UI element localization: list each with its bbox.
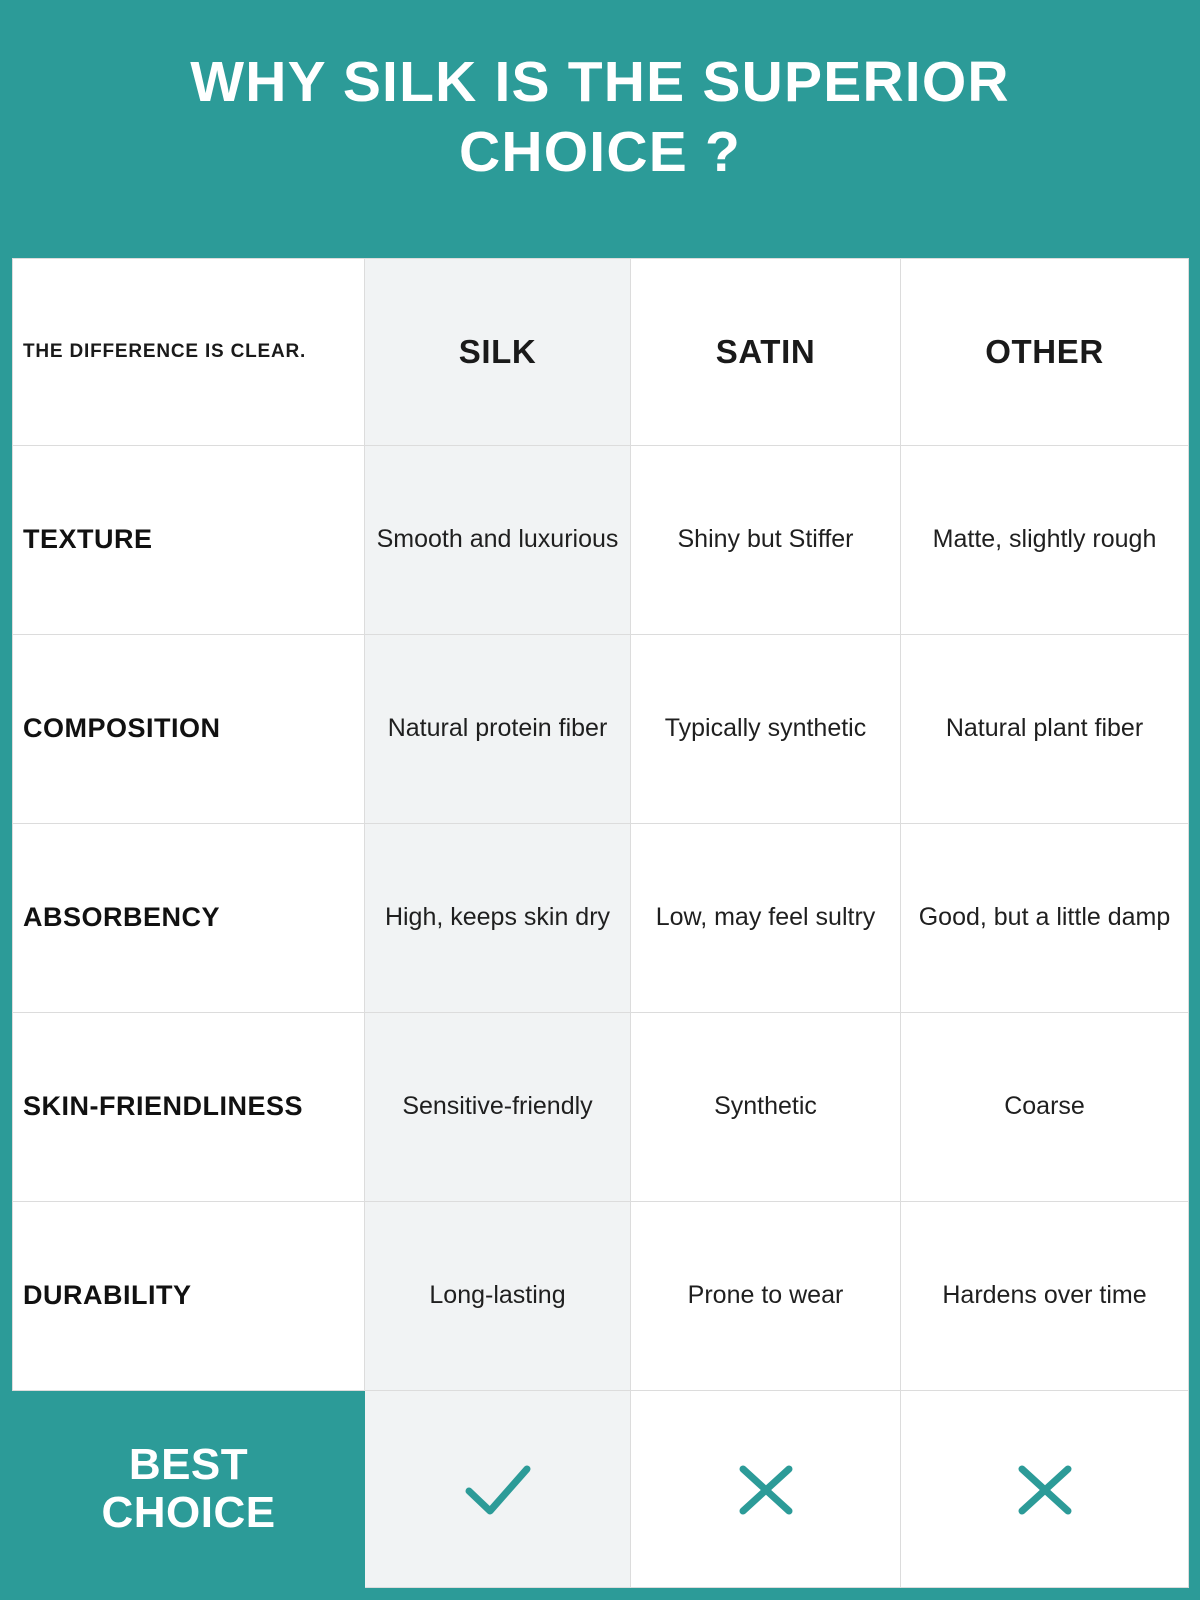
cell-skin-friendliness-satin: Synthetic	[631, 1012, 901, 1201]
cell-composition-satin: Typically synthetic	[631, 634, 901, 823]
table-row	[13, 634, 1189, 823]
check-icon	[455, 1453, 541, 1525]
cell-absorbency-other: Good, but a little damp	[901, 823, 1189, 1012]
row-label-absorbency: ABSORBENCY	[13, 823, 365, 1012]
cell-skin-friendliness-silk: Sensitive-friendly	[365, 1012, 631, 1201]
corner-note: THE DIFFERENCE IS CLEAR.	[13, 259, 365, 446]
cell-skin-friendliness-other: Coarse	[901, 1012, 1189, 1201]
cell-texture-silk: Smooth and luxurious	[365, 445, 631, 634]
table-row	[13, 1201, 1189, 1390]
verdict-satin	[631, 1390, 901, 1587]
row-label-skin-friendliness: SKIN-FRIENDLINESS	[13, 1012, 365, 1201]
comparison-table	[12, 258, 1189, 1588]
best-choice-label: BEST CHOICE	[101, 1439, 276, 1537]
column-header-satin: SATIN	[631, 259, 901, 446]
cell-texture-other: Matte, slightly rough	[901, 445, 1189, 634]
cross-icon	[723, 1453, 809, 1525]
verdict-silk	[365, 1390, 631, 1587]
table-row	[13, 445, 1189, 634]
cell-durability-other: Hardens over time	[901, 1201, 1189, 1390]
comparison-table-container	[12, 258, 1188, 1588]
row-label-durability: DURABILITY	[13, 1201, 365, 1390]
page-title: WHY SILK IS THE SUPERIOR CHOICE ?	[190, 50, 1010, 184]
column-header-other: OTHER	[901, 259, 1189, 446]
header	[0, 0, 1200, 258]
cell-composition-silk: Natural protein fiber	[365, 634, 631, 823]
row-label-texture: TEXTURE	[13, 445, 365, 634]
cell-composition-other: Natural plant fiber	[901, 634, 1189, 823]
table-header-row	[13, 259, 1189, 446]
cell-durability-satin: Prone to wear	[631, 1201, 901, 1390]
column-header-silk: SILK	[365, 259, 631, 446]
table-footer-row	[13, 1390, 1189, 1587]
table-row	[13, 1012, 1189, 1201]
row-label-composition: COMPOSITION	[13, 634, 365, 823]
table-row	[13, 823, 1189, 1012]
bottom-accent-strip	[0, 1588, 1200, 1600]
cell-texture-satin: Shiny but Stiffer	[631, 445, 901, 634]
best-choice-cell	[13, 1390, 365, 1587]
cell-durability-silk: Long-lasting	[365, 1201, 631, 1390]
cell-absorbency-silk: High, keeps skin dry	[365, 823, 631, 1012]
cross-icon	[1002, 1453, 1088, 1525]
cell-absorbency-satin: Low, may feel sultry	[631, 823, 901, 1012]
verdict-other	[901, 1390, 1189, 1587]
